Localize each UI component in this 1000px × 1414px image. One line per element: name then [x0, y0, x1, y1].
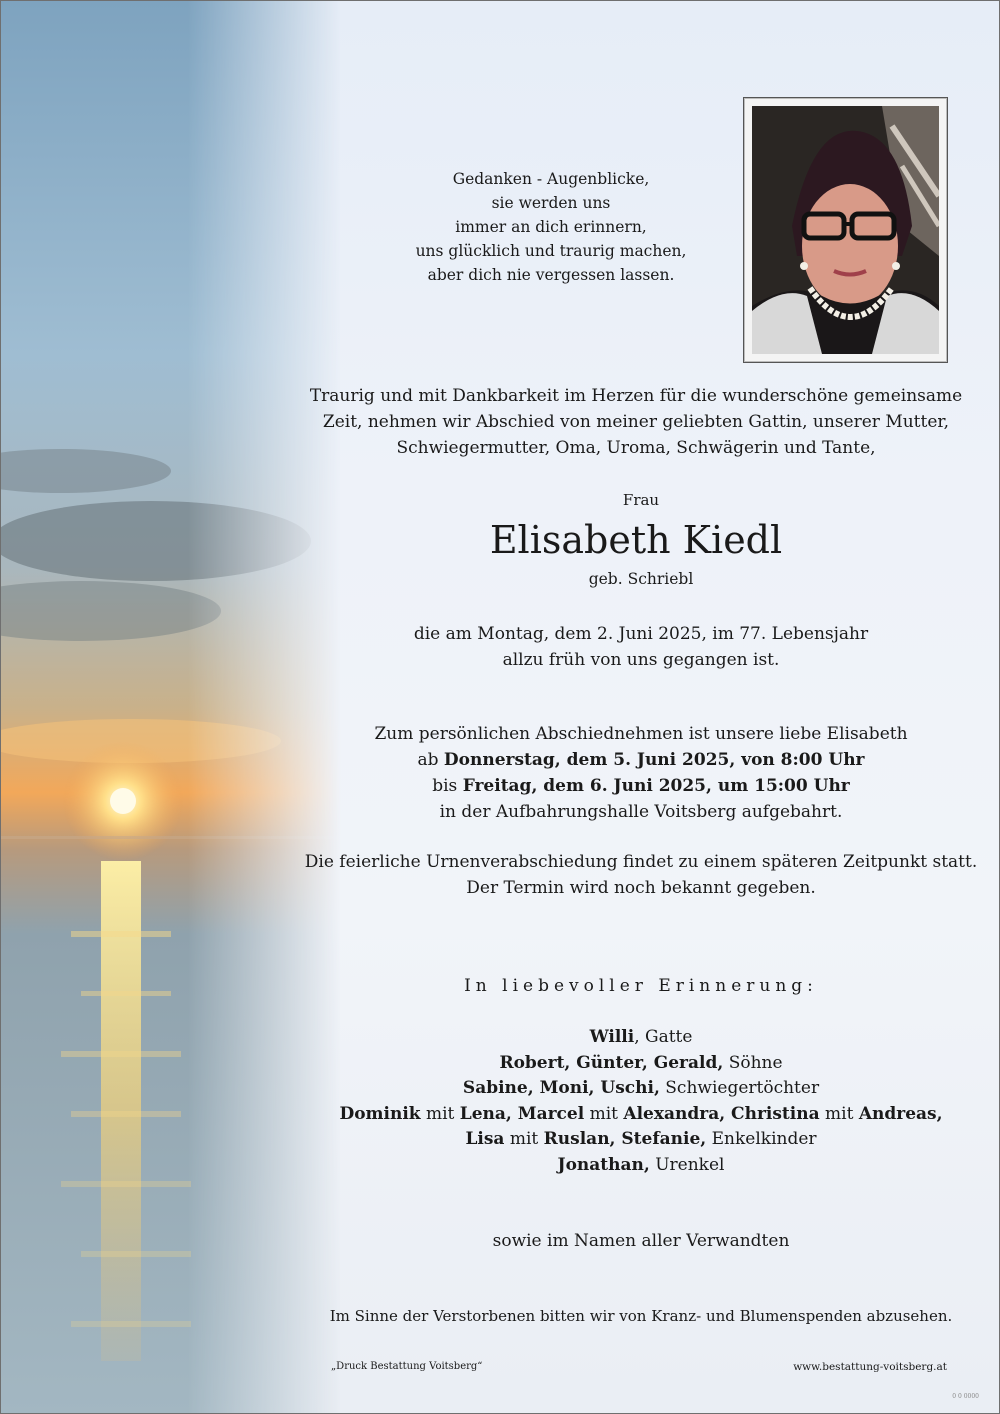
mourner-line	[261, 1025, 1000, 1051]
viewing-info	[301, 721, 981, 825]
intro-text	[271, 383, 1000, 461]
viewing-line	[301, 773, 981, 799]
mourner-relation: , Gatte	[634, 1027, 693, 1047]
viewing-line: in der Aufbahrungshalle Voitsberg aufgebahrt.	[439, 802, 843, 822]
printer-credit: „Druck Bestattung Voitsberg“	[331, 1361, 483, 1372]
urn-line: Die feierliche Urnenverabschiedung findet zu einem späteren Zeitpunkt statt.	[304, 852, 978, 872]
mourner-name: Ruslan, Stefanie,	[543, 1129, 707, 1149]
maiden-name: geb. Schriebl	[588, 570, 694, 588]
poem-line: aber dich nie vergessen lassen.	[427, 266, 675, 284]
mourner-line	[261, 1051, 1000, 1077]
urn-line: Der Termin wird noch bekannt gegeben.	[466, 878, 816, 898]
death-line: die am Montag, dem 2. Juni 2025, im 77. Lebensjahr	[413, 624, 869, 644]
urn-info	[281, 849, 1000, 901]
mourners-list	[261, 1025, 1000, 1178]
salutation: Frau	[622, 491, 660, 509]
relatives-line: sowie im Namen aller Verwandten	[492, 1231, 790, 1251]
poem	[351, 167, 751, 287]
mourner-line	[261, 1153, 1000, 1179]
mourner-connector: mit	[584, 1103, 624, 1124]
mourner-name: Dominik	[339, 1103, 421, 1124]
poem-line: sie werden uns	[491, 194, 611, 212]
viewing-line	[301, 747, 981, 773]
flower-request: Im Sinne der Verstorbenen bitten wir von Kranz- und Blumenspenden abzusehen.	[329, 1307, 953, 1325]
viewing-line: Zum persönlichen Abschiednehmen ist unsere liebe Elisabeth	[374, 724, 908, 744]
mourner-connector: mit	[504, 1129, 544, 1149]
intro-line: Zeit, nehmen wir Abschied von meiner geliebten Gattin, unserer Mutter,	[322, 412, 950, 432]
mourner-name: Jonathan,	[557, 1154, 650, 1175]
mourner-name: Willi	[589, 1027, 635, 1047]
poem-line: Gedanken - Augenblicke,	[452, 170, 650, 188]
mourner-relation: Urenkel	[649, 1154, 725, 1175]
mourner-name: Robert, Günter, Gerald,	[499, 1052, 724, 1073]
death-notice	[301, 621, 981, 673]
viewing-start: Donnerstag, dem 5. Juni 2025, von 8:00 Uhr	[443, 750, 865, 770]
viewing-prefix: bis	[432, 776, 463, 796]
mourner-name: Lena, Marcel	[459, 1103, 585, 1124]
mourner-name: Andreas,	[858, 1103, 943, 1124]
mourner-relation: Enkelkinder	[706, 1129, 817, 1149]
viewing-end: Freitag, dem 6. Juni 2025, um 15:00 Uhr	[462, 776, 850, 796]
deceased-name: Elisabeth Kiedl	[489, 518, 783, 562]
mourner-name: Sabine, Moni, Uschi,	[462, 1078, 660, 1098]
mourner-name: Lisa	[465, 1129, 505, 1149]
mourner-connector: mit	[420, 1103, 460, 1124]
mourner-line	[261, 1127, 1000, 1153]
website-link[interactable]: www.bestattung-voitsberg.at	[793, 1361, 947, 1373]
viewing-prefix: ab	[417, 750, 444, 770]
mourner-name: Alexandra, Christina	[623, 1103, 820, 1124]
memory-heading: In liebevoller Erinnerung:	[464, 976, 818, 996]
mourner-line	[261, 1102, 1000, 1128]
intro-line: Schwiegermutter, Oma, Uroma, Schwägerin und Tante,	[396, 438, 876, 458]
poem-line: immer an dich erinnern,	[455, 218, 647, 236]
mourner-relation: Söhne	[723, 1052, 783, 1073]
mourner-connector: mit	[819, 1103, 859, 1124]
mourner-line	[261, 1076, 1000, 1102]
print-code: 0 0 0000	[952, 1393, 979, 1400]
portrait-photo	[743, 97, 948, 363]
mourner-relation: Schwiegertöchter	[659, 1078, 820, 1098]
portrait-image	[752, 106, 939, 354]
poem-line: uns glücklich und traurig machen,	[415, 242, 687, 260]
death-line: allzu früh von uns gegangen ist.	[502, 650, 780, 670]
intro-line: Traurig und mit Dankbarkeit im Herzen für die wunderschöne gemeinsame	[309, 386, 963, 406]
